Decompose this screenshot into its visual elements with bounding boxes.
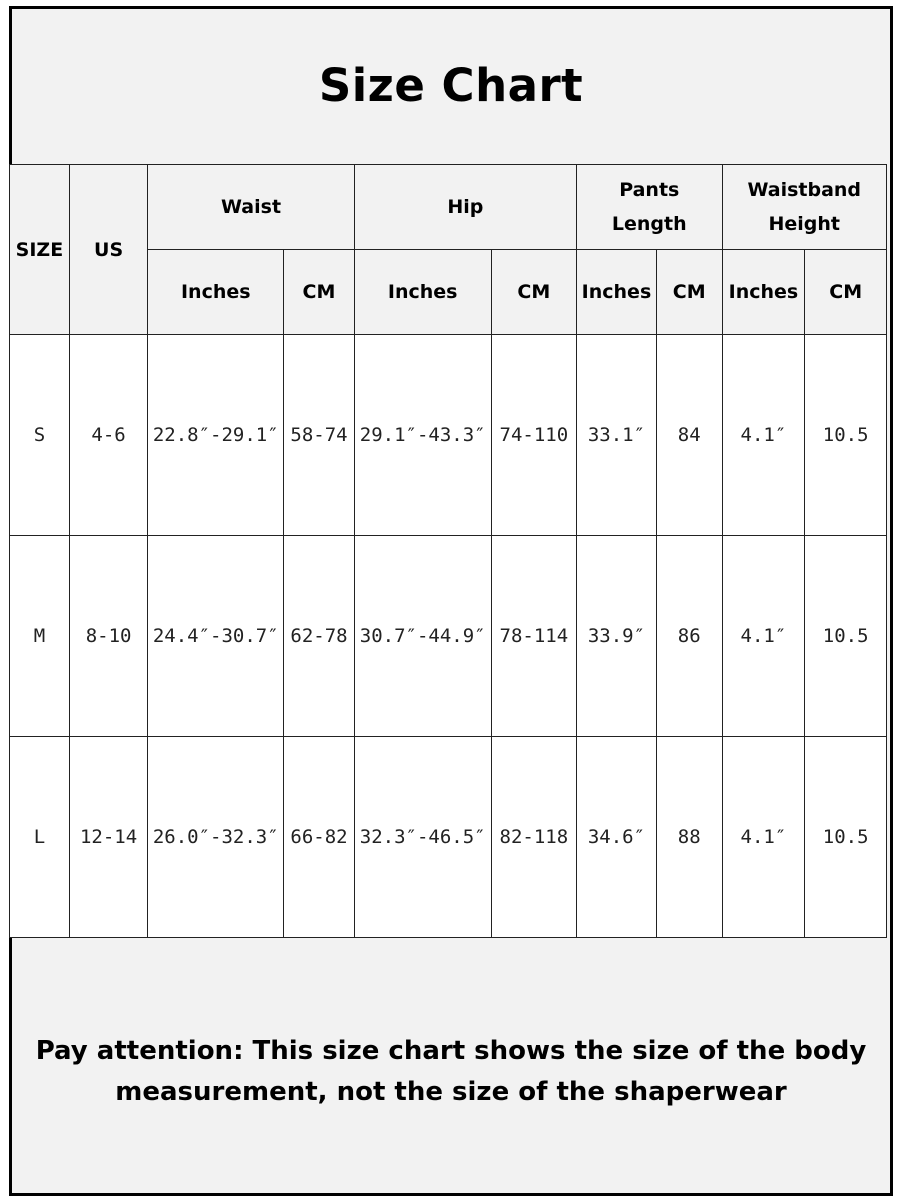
cell-hip-cm: 82-118 [491,737,576,938]
header-waistband-height [722,165,886,250]
cell-band-inches: 4.1″ [722,335,805,536]
header-pants-length [577,165,722,250]
cell-waist-cm: 66-82 [284,737,355,938]
subheader-hip-inches: Inches [354,250,491,335]
cell-hip-inches: 30.7″-44.9″ [354,536,491,737]
cell-band-cm: 10.5 [805,536,887,737]
header-pants-length-line2: Length [611,213,687,235]
subheader-hip-cm: CM [491,250,576,335]
cell-band-inches: 4.1″ [722,536,805,737]
header-pants-length-line1: Pants [619,179,680,201]
table-row [10,536,887,737]
cell-hip-cm: 78-114 [491,536,576,737]
cell-pants-inches: 33.9″ [577,536,657,737]
header-waistband-line2: Height [768,213,841,235]
cell-pants-inches: 34.6″ [577,737,657,938]
table-row [10,737,887,938]
cell-size: S [10,335,70,536]
attention-note-line2: measurement, not the size of the shaperwear [115,1077,787,1107]
cell-size: L [10,737,70,938]
cell-waist-inches: 24.4″-30.7″ [148,536,284,737]
attention-note-line1: Pay attention: This size chart shows the size of the body [35,1036,867,1066]
subheader-band-inches: Inches [722,250,805,335]
cell-hip-inches: 32.3″-46.5″ [354,737,491,938]
cell-size: M [10,536,70,737]
cell-us: 4-6 [69,335,147,536]
cell-waist-inches: 26.0″-32.3″ [148,737,284,938]
cell-waist-cm: 62-78 [284,536,355,737]
subheader-waist-inches: Inches [148,250,284,335]
cell-band-inches: 4.1″ [722,737,805,938]
cell-pants-cm: 88 [656,737,722,938]
subheader-pants-cm: CM [656,250,722,335]
table-row [10,335,887,536]
header-us: US [69,165,147,335]
cell-us: 12-14 [69,737,147,938]
cell-waist-cm: 58-74 [284,335,355,536]
subheader-waist-cm: CM [284,250,355,335]
header-waist: Waist [148,165,354,250]
cell-pants-inches: 33.1″ [577,335,657,536]
subheader-pants-inches: Inches [577,250,657,335]
cell-band-cm: 10.5 [805,737,887,938]
header-size: SIZE [10,165,70,335]
cell-pants-cm: 86 [656,536,722,737]
page-title: Size Chart [318,59,584,112]
cell-pants-cm: 84 [656,335,722,536]
size-chart-frame [9,6,893,1196]
cell-band-cm: 10.5 [805,335,887,536]
attention-note [12,1031,890,1113]
cell-us: 8-10 [69,536,147,737]
subheader-band-cm: CM [805,250,887,335]
size-table [9,164,887,938]
cell-waist-inches: 22.8″-29.1″ [148,335,284,536]
cell-hip-cm: 74-110 [491,335,576,536]
header-waistband-line1: Waistband [747,179,862,201]
header-hip: Hip [354,165,576,250]
cell-hip-inches: 29.1″-43.3″ [354,335,491,536]
